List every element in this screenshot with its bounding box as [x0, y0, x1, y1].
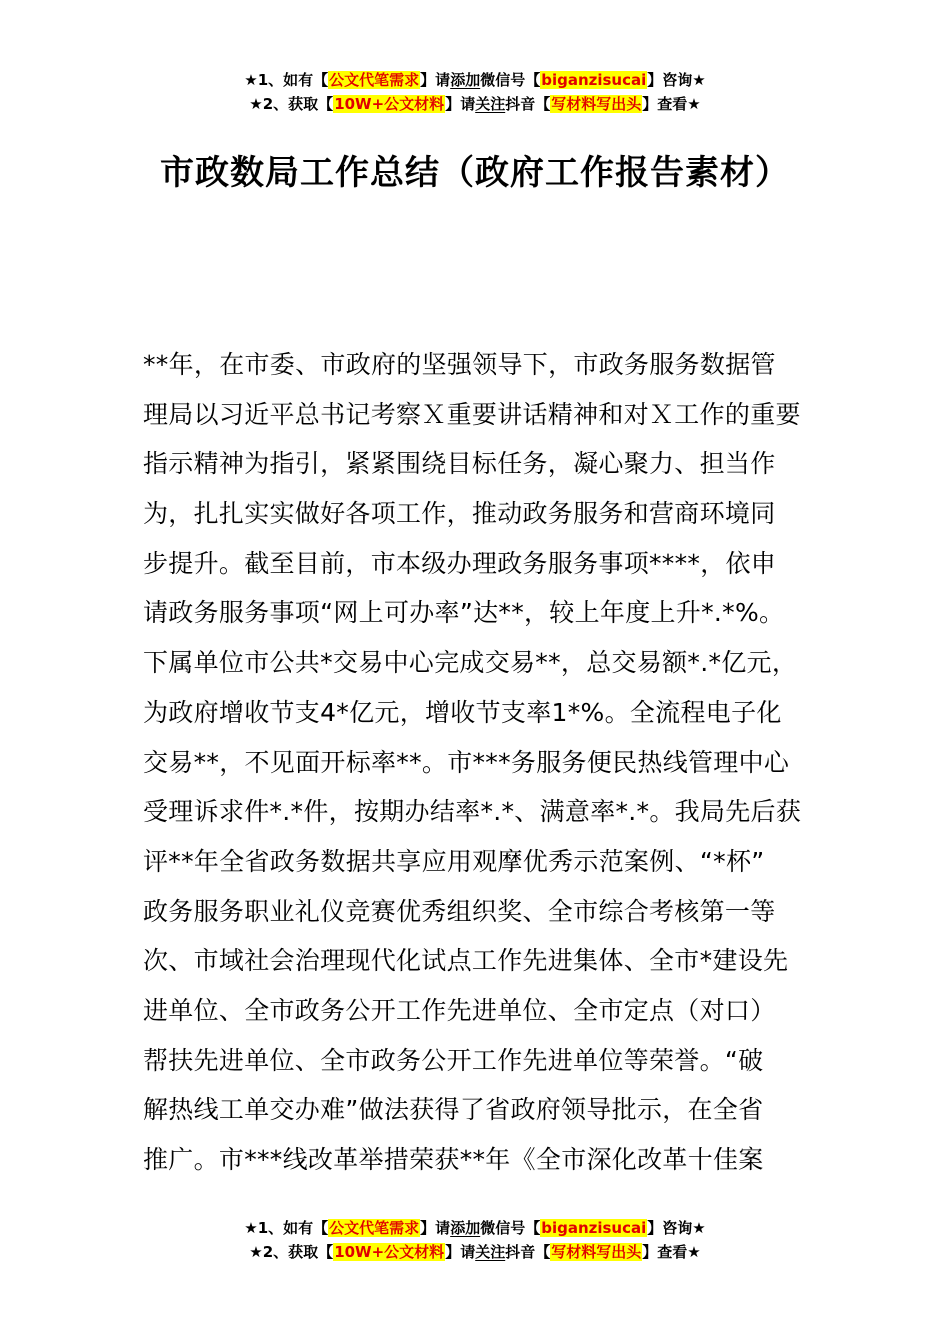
- body-line: **年，在市委、市政府的坚强领导下，市政务服务数据管: [143, 350, 776, 379]
- highlight-materials: 10W+公文材料: [334, 1243, 445, 1261]
- body-line: 理局以习近平总书记考察Ｘ重要讲话精神和对Ｘ工作的重要: [143, 399, 801, 429]
- promo-text: 】咨询★: [647, 71, 706, 89]
- highlight-douyin-account: 写材料写出头: [551, 1243, 642, 1261]
- promo-line-1: [0, 68, 950, 92]
- promo-text: 】请: [420, 1219, 451, 1237]
- promo-header-top: [0, 68, 950, 116]
- promo-text: 抖音【: [505, 1243, 551, 1261]
- underline-follow: 关注: [475, 1243, 506, 1261]
- promo-text: 】请: [420, 71, 451, 89]
- body-line: 为政府增收节支4*亿元，增收节支率1*%。全流程电子化: [143, 697, 782, 727]
- promo-text: 微信号【: [480, 1219, 541, 1237]
- body-line: 步提升。截至目前，市本级办理政务服务事项****，依申: [143, 548, 777, 578]
- highlight-ghostwriting: 公文代笔需求: [329, 1219, 420, 1237]
- body-paragraph: [143, 340, 823, 1185]
- promo-text: ★1、如有【: [244, 71, 329, 89]
- body-line: 推广。市***线改革举措荣获**年《全市深化改革十佳案: [143, 1145, 764, 1174]
- highlight-materials: 10W+公文材料: [334, 95, 445, 113]
- promo-text: 】请: [445, 1243, 476, 1261]
- promo-text: 微信号【: [480, 71, 541, 89]
- promo-footer-bottom: [0, 1216, 950, 1264]
- body-line: 请政务服务事项“网上可办率”达**，较上年度上升*.*%。: [143, 598, 785, 628]
- body-line: 解热线工单交办难”做法获得了省政府领导批示，在全省: [143, 1095, 764, 1125]
- highlight-ghostwriting: 公文代笔需求: [329, 71, 420, 89]
- promo-text: 】查看★: [642, 95, 701, 113]
- body-line: 为，扎扎实实做好各项工作，推动政务服务和营商环境同: [143, 499, 776, 529]
- promo-text: ★2、获取【: [249, 1243, 334, 1261]
- promo-text: 】咨询★: [647, 1219, 706, 1237]
- body-line: 帮扶先进单位、全市政务公开工作先进单位等荣誉。“破: [143, 1045, 764, 1075]
- promo-text: 】查看★: [642, 1243, 701, 1261]
- promo-text: ★2、获取【: [249, 95, 334, 113]
- body-line: 受理诉求件*.*件，按期办结率*.*、满意率*.*。我局先后获: [143, 797, 802, 827]
- highlight-wechat-id: biganzisucai: [541, 71, 647, 89]
- promo-text: 】请: [445, 95, 476, 113]
- body-line: 次、市域社会治理现代化试点工作先进集体、全市*建设先: [143, 946, 789, 976]
- highlight-douyin-account: 写材料写出头: [551, 95, 642, 113]
- body-line: 评**年全省政务数据共享应用观摩优秀示范案例、“*杯”: [143, 846, 765, 876]
- promo-line-2: [0, 1240, 950, 1264]
- body-line: 进单位、全市政务公开工作先进单位、全市定点（对口）: [143, 995, 776, 1025]
- body-line: 政务服务职业礼仪竞赛优秀组织奖、全市综合考核第一等: [143, 896, 776, 926]
- underline-add: 添加: [450, 71, 481, 89]
- underline-follow: 关注: [475, 95, 506, 113]
- promo-text: 抖音【: [505, 95, 551, 113]
- body-line: 下属单位市公共*交易中心完成交易**，总交易额*.*亿元，: [143, 648, 798, 678]
- promo-text: ★1、如有【: [244, 1219, 329, 1237]
- document-title: 市政数局工作总结（政府工作报告素材）: [160, 153, 790, 193]
- promo-line-1: [0, 1216, 950, 1240]
- body-line: 交易**，不见面开标率**。市***务服务便民热线管理中心: [143, 747, 790, 777]
- highlight-wechat-id: biganzisucai: [541, 1219, 647, 1237]
- body-line: 指示精神为指引，紧紧围绕目标任务，凝心聚力、担当作: [143, 449, 776, 479]
- underline-add: 添加: [450, 1219, 481, 1237]
- promo-line-2: [0, 92, 950, 116]
